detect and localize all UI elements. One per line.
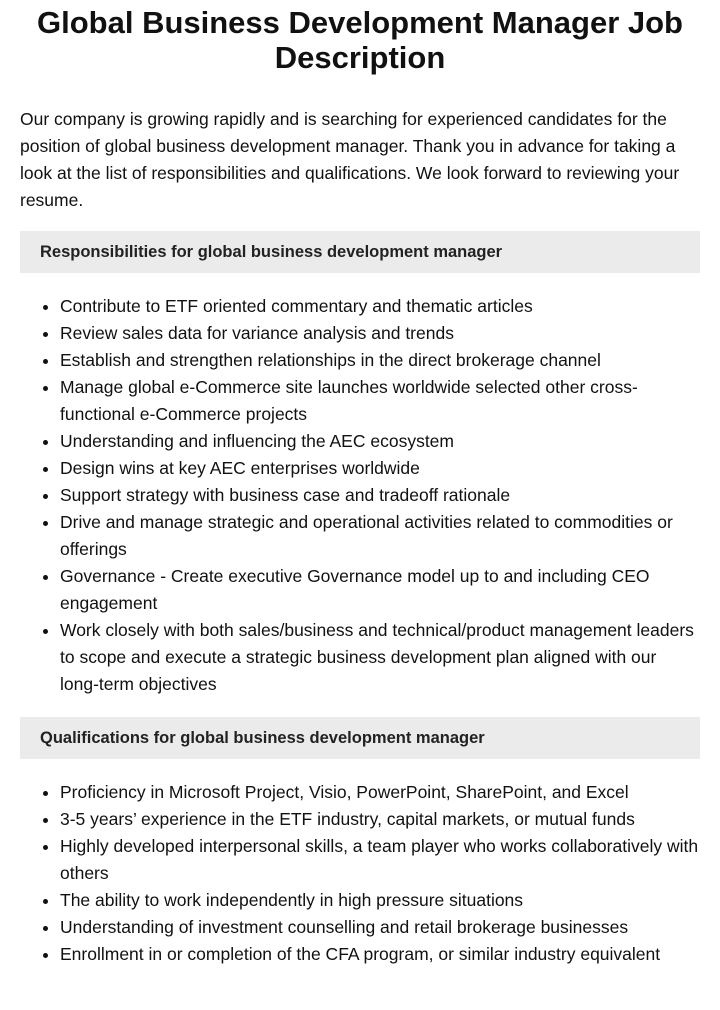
list-item: • Contribute to ETF oriented commentary and thematic articles bbox=[60, 293, 700, 320]
page-title: Global Business Development Manager Job Description bbox=[37, 5, 683, 75]
list-item: • Governance - Create executive Governance model up to and including CEO engagement bbox=[60, 563, 700, 617]
list-item: • Understanding and influencing the AEC ecosystem bbox=[60, 428, 700, 455]
list-item: • Understanding of investment counselling and retail brokerage businesses bbox=[60, 914, 700, 941]
intro-paragraph: Our company is growing rapidly and is searching for experienced candidates for the position of global business development manager. Thank you in advance for taking a look at the list of responsibilities and qualifications. We look forward to reviewing your resume. bbox=[20, 109, 680, 210]
list-item: • Enrollment in or completion of the CFA program, or similar industry equivalent bbox=[60, 941, 700, 968]
list-item: • The ability to work independently in high pressure situations bbox=[60, 887, 700, 914]
list-item: • 3-5 years’ experience in the ETF industry, capital markets, or mutual funds bbox=[60, 806, 700, 833]
qualifications-heading: Qualifications for global business development manager bbox=[20, 717, 700, 759]
qualifications-list bbox=[20, 779, 700, 968]
responsibilities-list bbox=[20, 293, 700, 698]
list-item: • Proficiency in Microsoft Project, Visio, PowerPoint, SharePoint, and Excel bbox=[60, 779, 700, 806]
list-item: • Manage global e-Commerce site launches worldwide selected other cross-functional e-Commerce projects bbox=[60, 374, 700, 428]
list-item: • Work closely with both sales/business and technical/product management leaders to scope and execute a strategic business development plan aligned with our long-term objectives bbox=[60, 617, 700, 698]
list-item: • Design wins at key AEC enterprises worldwide bbox=[60, 455, 700, 482]
list-item: • Support strategy with business case and tradeoff rationale bbox=[60, 482, 700, 509]
list-item: • Establish and strengthen relationships in the direct brokerage channel bbox=[60, 347, 700, 374]
list-item: • Drive and manage strategic and operational activities related to commodities or offerings bbox=[60, 509, 700, 563]
list-item: • Highly developed interpersonal skills, a team player who works collaboratively with others bbox=[60, 833, 700, 887]
responsibilities-heading: Responsibilities for global business development manager bbox=[20, 231, 700, 273]
list-item: • Review sales data for variance analysis and trends bbox=[60, 320, 700, 347]
